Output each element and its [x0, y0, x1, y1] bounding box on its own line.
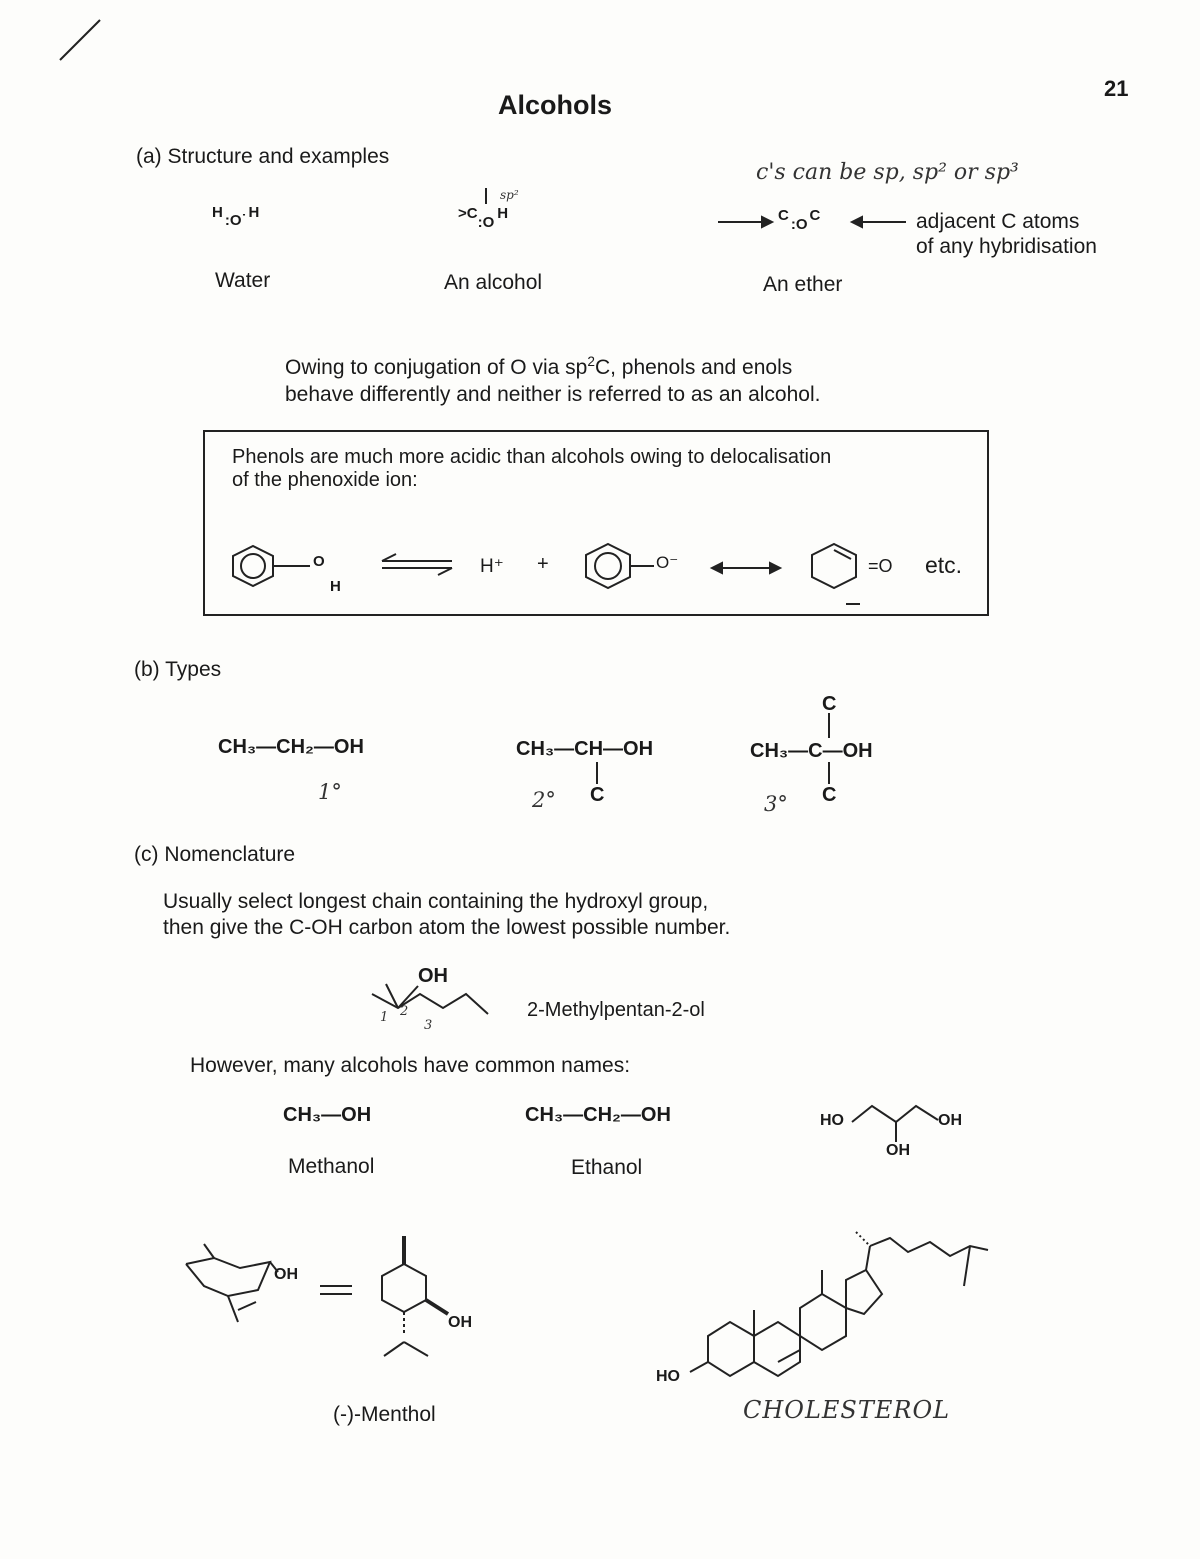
page-title: Alcohols: [498, 90, 613, 120]
menthol-ring: [382, 1264, 426, 1312]
secondary-note: 2°: [532, 788, 556, 812]
box-plus: +: [537, 553, 549, 575]
menthol-chair-methyl: [204, 1244, 214, 1258]
water-label: Water: [215, 269, 271, 292]
ether-label: An ether: [763, 273, 843, 296]
sp-note: sp²: [500, 188, 519, 202]
phenol-ring: [233, 546, 273, 586]
box-line2: of the phenoxide ion:: [232, 469, 418, 491]
primary-note: 1°: [318, 780, 342, 804]
example-oh: OH: [418, 965, 448, 987]
phenol-ring-circle: [241, 554, 265, 578]
phenol-h: H: [330, 578, 341, 595]
glycerol-ho: HO: [820, 1112, 844, 1129]
water-structure: H :O˙ H: [212, 204, 260, 229]
cholesterol-ho: HO: [656, 1368, 680, 1385]
section-a-heading: (a) Structure and examples: [136, 145, 390, 168]
common-names-intro: However, many alcohols have common names:: [190, 1054, 631, 1077]
secondary-alcohol-formula: CH₃—CH—OH: [516, 738, 654, 760]
enone-o: =O: [868, 556, 893, 576]
corner-mark: [60, 20, 100, 60]
tertiary-alcohol-formula: CH₃—C—OH: [750, 740, 873, 762]
ethanol-name: Ethanol: [571, 1156, 643, 1179]
chain-number-1: 1: [380, 1010, 389, 1025]
alcohol-structure: >C:OH: [458, 205, 509, 231]
methylpentanol-chain: [372, 994, 488, 1014]
conjugation-line1: Owing to conjugation of O via $sp^2C$, phenols and enols: [285, 354, 793, 379]
section-c-heading: (c) Nomenclature: [134, 843, 296, 866]
primary-alcohol-formula: CH₃—CH₂—OH: [218, 736, 364, 758]
tertiary-note: 3°: [764, 792, 788, 816]
page-number: 21: [1104, 76, 1129, 101]
example-name: 2-Methylpentan-2-ol: [527, 999, 705, 1021]
nomenclature-line1: Usually select longest chain containing the hydroxyl group,: [163, 890, 709, 913]
ether-structure: C:OC: [778, 207, 821, 233]
menthol-chair: [186, 1258, 270, 1296]
section-b-heading: (b) Types: [134, 658, 222, 681]
tertiary-bottom-carbon: C: [822, 784, 837, 806]
menthol-name: (-)-Menthol: [333, 1403, 436, 1426]
menthol-oh-wedge: [426, 1300, 448, 1314]
nomenclature-line2: then give the C-OH carbon atom the lowest possible number.: [163, 916, 731, 939]
handwritten-hybridisation-note: c's can be sp, sp² or sp³: [756, 160, 1019, 185]
ether-arrow-left-head: [762, 217, 772, 227]
methanol-formula: CH₃—OH: [283, 1104, 372, 1126]
box-etc: etc.: [925, 552, 963, 578]
box-hplus: H⁺: [480, 556, 504, 577]
chain-number-2: 2: [400, 1004, 409, 1019]
ether-note-line2: of any hybridisation: [916, 235, 1097, 258]
box-line1: Phenols are much more acidic than alcohols owing to delocalisation: [232, 446, 832, 468]
ethanol-formula: CH₃—CH₂—OH: [525, 1104, 671, 1126]
cholesterol-name: CHOLESTEROL: [743, 1396, 951, 1424]
equilibrium-arrow-top-head: [382, 554, 396, 561]
phenoxide-ring-circle: [595, 553, 621, 579]
menthol-chair-isopropyl: [228, 1296, 238, 1322]
equilibrium-arrow-bottom-head: [438, 568, 452, 575]
secondary-carbon: C: [590, 784, 605, 806]
glycerol-oh-middle: OH: [886, 1142, 910, 1159]
glycerol-oh-right: OH: [938, 1112, 962, 1129]
menthol-chair-oh: OH: [274, 1266, 298, 1283]
phenoxide-ring: [586, 544, 630, 588]
phenol-o: O: [313, 553, 325, 570]
alcohol-label: An alcohol: [444, 271, 543, 294]
menthol-ring-oh: OH: [448, 1314, 472, 1331]
ether-note-line1: adjacent C atoms: [916, 210, 1080, 233]
chain-number-3: 3: [424, 1018, 433, 1033]
methanol-name: Methanol: [288, 1155, 375, 1178]
tertiary-top-carbon: C: [822, 693, 837, 715]
phenoxide-o-minus: O⁻: [656, 553, 679, 572]
glycerol-chain: [852, 1106, 938, 1122]
cholesterol-skeleton: [690, 1232, 988, 1376]
conjugation-line2: behave differently and neither is referred to as an alcohol.: [285, 383, 821, 406]
ether-arrow-right-head: [852, 217, 862, 227]
